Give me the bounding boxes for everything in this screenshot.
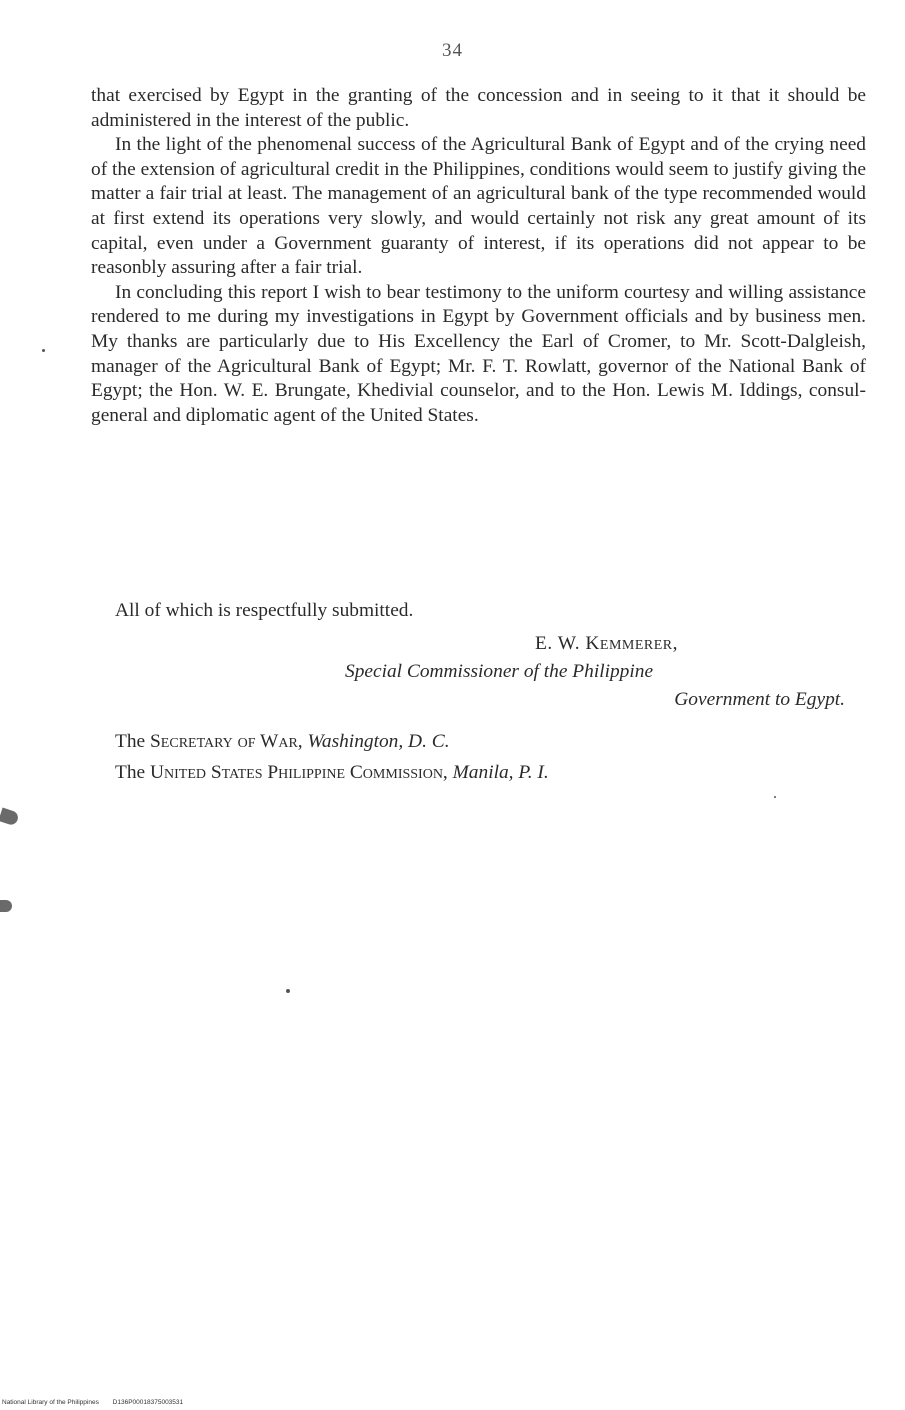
closing-line: All of which is respectfully submitted. (115, 600, 414, 621)
paragraph-2: In the light of the phenomenal success of the Agricultural Bank of Egypt and of the crying need of the extension of agricultural credit in the Philippines, conditions would seem to justify giving the matter a fair trial at least. The management of an agricultural bank of the type recommended would at first extend its operations very slowly, and would certainly not risk any great amount of its capital, even under a Government guaranty of interest, if its operations did not appear to be reasonbly assuring after a fair trial. (91, 134, 866, 279)
page-number: 34 (442, 40, 463, 61)
paragraph-3: In concluding this report I wish to bear testimony to the uniform courtesy and willing assistance rendered to me during my investigations in Egypt by Government officials and by business men. My thanks are particularly due to His Excellency the Earl of Cromer, to Mr. Scott-Dalgleish, manager of the Agricultural Bank of Egypt; Mr. F. T. Rowlatt, governor of the National Bank of Egypt; the Hon. W. E. Brungate, Khedivial counselor, and to the Hon. Lewis M. Iddings, consul-general and diplomatic agent of the United States. (91, 281, 866, 426)
addressee-place: Washington, D. C. (307, 731, 450, 752)
signature-title-line-2: Government to Egypt. (674, 689, 845, 710)
footer-credit (2, 1399, 195, 1406)
addressee-line-2 (115, 757, 815, 788)
scan-edge-mark (0, 900, 12, 912)
addressee-office: Secretary of War, (150, 731, 303, 752)
scan-edge-mark (0, 808, 20, 827)
addressee-line-1 (115, 726, 815, 757)
body-text (91, 84, 866, 428)
signature-name: E. W. Kemmerer, (535, 633, 678, 654)
signature-title-line-1: Special Commissioner of the Philippine (345, 661, 654, 682)
paragraph-1: that exercised by Egypt in the granting of the concession and in seeing to it that it should be administered in the interest of the public. (91, 85, 866, 131)
addressee-article: The (115, 731, 146, 752)
scan-speck (774, 796, 776, 798)
footer-code: D136P00018375003531 (112, 1399, 184, 1406)
addressee-article: The (115, 762, 146, 783)
signature-block (340, 630, 845, 714)
addressee-place: Manila, P. I. (452, 762, 549, 783)
footer-library: National Library of the Philippines (2, 1399, 99, 1406)
scan-speck (42, 349, 45, 352)
addressee-block (115, 726, 815, 788)
scan-speck (286, 989, 290, 993)
addressee-office: United States Philippine Commission, (150, 762, 448, 783)
